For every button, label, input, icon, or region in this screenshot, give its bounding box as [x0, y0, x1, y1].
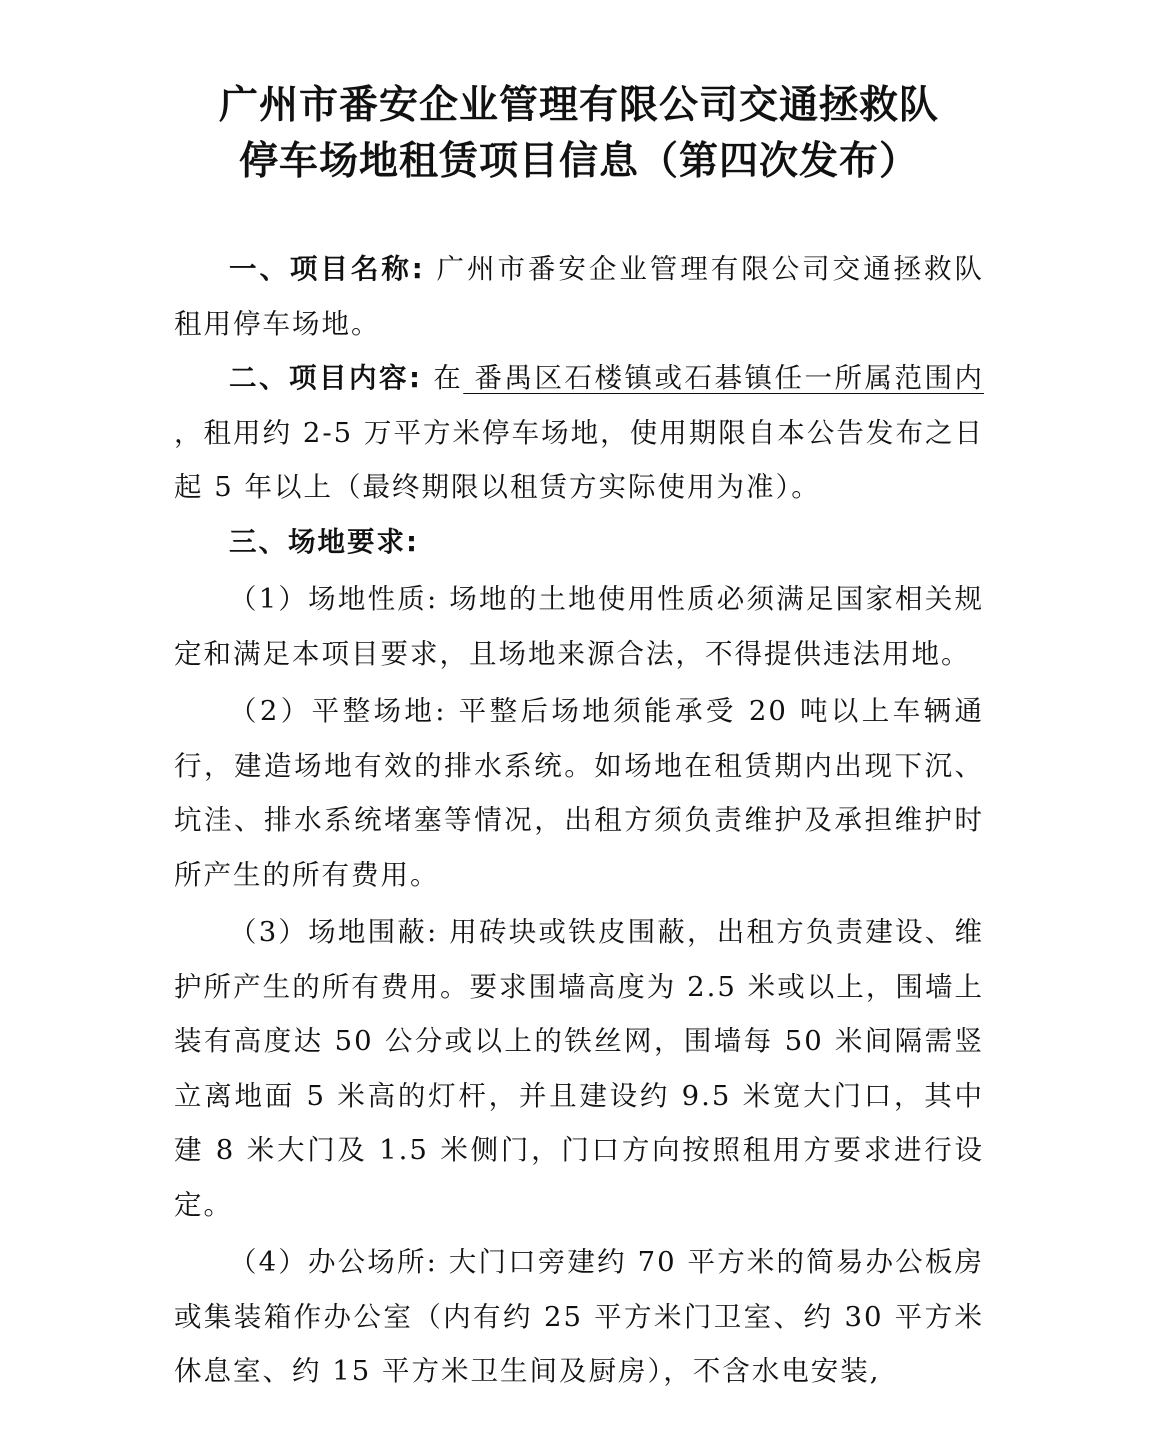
document-title-line-2: 停车场地租赁项目信息（第四次发布）: [238, 139, 919, 184]
requirement-item: （2）平整场地: 平整后场地须能承受 20 吨以上车辆通行，建造场地有效的排水系统。如场地在租赁期内出现下沉、坑洼、排水系统堵塞等情况，出租方须负责维护及承担维护时所产生的所有费用。: [174, 695, 984, 891]
requirement-item: （4）办公场所: 大门口旁建约 70 平方米的简易办公板房或集装箱作办公室（内有约 25 平方米门卫室、约 30 平方米休息室、约 15 平方米卫生间及厨房），不含水电安装,: [174, 1246, 984, 1387]
section-text: 广州市番安企业管理有限公司交通拯救队租用停车场地。: [174, 253, 984, 340]
section-text: ，租用约 2-5 万平方米停车场地，使用期限自本公告发布之日起 5 年以上（最终期限以租赁方实际使用为准）。: [174, 416, 984, 503]
document-body: [174, 242, 984, 1399]
section-label: 一、项目名称:: [229, 253, 425, 285]
section-label: 三、场地要求:: [229, 525, 419, 558]
requirement-item: （3）场地围蔽: 用砖块或铁皮围蔽，出租方负责建设、维护所产生的所有费用。要求围墙高度为 2.5 米或以上，围墙上装有高度达 50 公分或以上的铁丝网，围墙每 50 米间隔需竖立离地面 5 米高的灯杆，并且建设约 9.5 米宽大门口，其中建 8 米大门及 1.5 米侧门，门口方向按照租用方要求进行设定。: [174, 916, 984, 1221]
section-project-content: [174, 351, 984, 515]
underlined-location: 番禺区石楼镇或石碁镇任一所属范围内: [463, 362, 984, 394]
section-site-requirements: [174, 515, 984, 570]
requirement-item: （1）场地性质: 场地的土地使用性质必须满足国家相关规定和满足本项目要求，且场地来源合法，不得提供违法用地。: [174, 583, 984, 670]
section-project-name: [174, 242, 984, 351]
section-label: 二、项目内容:: [229, 362, 422, 394]
section-text: 在: [422, 362, 464, 394]
document-title-line-1: 广州市番安企业管理有限公司交通拯救队: [218, 83, 939, 128]
